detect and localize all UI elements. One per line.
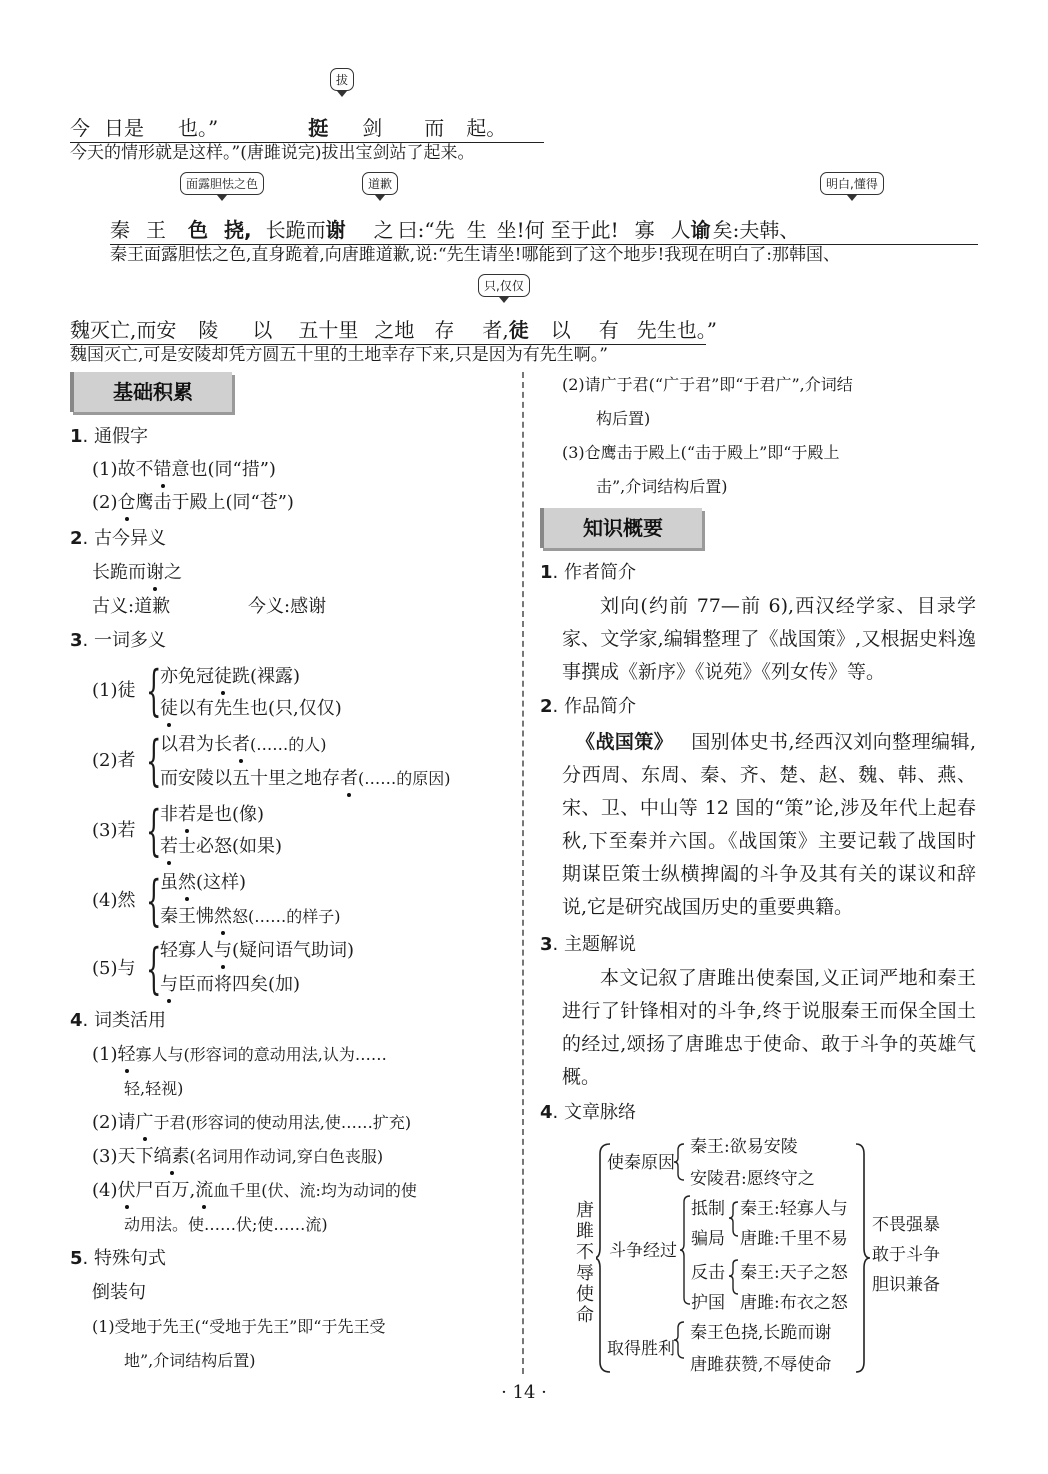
item-heading — [70, 1008, 166, 1034]
text: 古义:道歉 — [92, 596, 171, 617]
item-heading — [70, 424, 148, 450]
text: (这样) — [196, 872, 247, 893]
original-segment: 日是 — [104, 116, 144, 140]
item-heading — [540, 694, 636, 720]
text: 长跪而 — [92, 562, 146, 583]
text: (3)天下 — [92, 1146, 154, 1167]
item-heading — [70, 628, 166, 654]
outline-branch: 斗争经过 — [609, 1241, 677, 1261]
text: 士必怒(如果) — [178, 836, 283, 857]
item-title: . 通假字 — [82, 426, 148, 447]
author-paragraph: 刘向(约前 77—前 6),西汉经学家、目录学家、文学家,编辑整理了《战国策》,又根据史料逸事撰成《新序》《说苑》《列女传》等。 — [562, 595, 976, 683]
keyword: 色 — [188, 218, 208, 242]
text: 击”,介词结构后置) — [596, 477, 728, 496]
text: (2)请 — [92, 1112, 136, 1133]
item-number: 1 — [540, 562, 553, 583]
item-heading — [540, 560, 636, 586]
text: 国别体史书,经西汉刘向整理编辑,分西周、东周、秦、齐、楚、赵、魏、韩、燕、宋、卫、中山等 12 国的“策”论,涉及年代上起春秋,下至秦并六国。《战国策》主要记载了战国时期谋臣策士纵横捭阖的斗争及其有关的谋议和辞说,它是研究战国历史的重要典籍。 — [562, 731, 976, 918]
outline-branch: 使秦原因 — [607, 1153, 675, 1173]
text: (1)受地于先王(“受地于先王”即“于先王受 — [92, 1317, 386, 1336]
list-item — [92, 1178, 417, 1204]
text: 秦王怫 — [160, 906, 214, 927]
original-segment: 也。” — [178, 116, 219, 140]
item-title: . 一词多义 — [82, 630, 166, 651]
keyword: 挺 — [308, 116, 329, 140]
list-item-continued — [124, 1348, 256, 1374]
text: 鹰击于殿上(同“苍”) — [135, 492, 294, 513]
outline-sub: 骗局 — [691, 1229, 725, 1249]
text: (2) — [92, 492, 118, 513]
dotted-word: 伏 — [118, 1178, 136, 1204]
original-segment: 曰:“先 — [397, 218, 455, 242]
item-number: 2 — [540, 696, 553, 717]
outline-brace-summary — [856, 1144, 870, 1372]
list-item — [160, 664, 300, 690]
brace: { — [146, 869, 162, 932]
outline-branch: 取得胜利 — [607, 1339, 675, 1359]
outline-sub: 抵制 — [691, 1199, 725, 1219]
original-segment: 今 — [70, 116, 90, 140]
outline-root: 唐雎不辱使命 — [576, 1200, 594, 1326]
annotation-bubble: 面露胆怯之色 — [180, 172, 264, 195]
item-number: 3 — [540, 934, 553, 955]
original-segment: 起。 — [466, 116, 507, 140]
outline-leaf: 秦王:天子之怒 — [740, 1263, 848, 1283]
original-segment: 以 — [252, 318, 273, 342]
brace: { — [146, 659, 162, 722]
outline-summary: 不畏强暴 — [872, 1215, 940, 1235]
text: (名词用作动词,穿白色丧服) — [189, 1147, 384, 1166]
text: 轻,轻视) — [124, 1079, 184, 1098]
list-item — [92, 594, 170, 620]
group-label: (1)徒 — [92, 680, 136, 701]
text: 意也(同“措”) — [171, 459, 276, 480]
text: 跣(裸露) — [232, 666, 301, 687]
item-number: 2 — [70, 528, 83, 549]
outline-leaf: 唐雎:布衣之怒 — [740, 1293, 848, 1313]
translation-line: 今天的情形就是这样。”(唐雎说完)拔出宝剑站了起来。 — [70, 143, 475, 163]
original-segment: 长跪而 — [265, 218, 326, 242]
text: 血千里(伏、流:均为动词的使 — [213, 1181, 417, 1200]
dotted-word: 者 — [232, 732, 250, 758]
original-segment: 先生也。” — [636, 318, 717, 342]
item-number: 1 — [70, 426, 83, 447]
text: (3)仓鹰击于殿上(“击于殿上”即“于殿上 — [562, 443, 840, 462]
text: 于君(形容词的使动用法,使……扩充) — [153, 1113, 412, 1132]
list-item — [562, 440, 839, 466]
dotted-word: 然 — [214, 904, 232, 930]
list-item — [92, 1042, 387, 1068]
outline-brace — [729, 1260, 738, 1294]
annotation-bubble: 明白,懂得 — [820, 172, 884, 195]
text: (2)请广于君(“广于君”即“于君广”,介词结 — [562, 375, 853, 394]
list-item — [92, 560, 182, 586]
annotation-bubble: 道歉 — [362, 172, 398, 195]
item-title: . 古今异义 — [82, 528, 166, 549]
group-label: (2)者 — [92, 750, 136, 771]
outline-leaf: 唐雎:千里不易 — [740, 1229, 848, 1249]
original-segment: 至于此! — [550, 218, 619, 242]
text: 尸百万, — [135, 1180, 196, 1201]
outline-brace — [680, 1196, 690, 1304]
original-segment: 剑 — [362, 116, 383, 140]
text: (……的原因) — [358, 769, 451, 788]
dotted-word: 若 — [160, 834, 178, 860]
dotted-word: 缟素 — [154, 1144, 190, 1170]
group-label: (4)然 — [92, 890, 136, 911]
dotted-word: 与 — [214, 938, 232, 964]
dotted-word: 错 — [154, 457, 172, 483]
list-item — [160, 834, 282, 860]
section-heading: 知识概要 — [540, 508, 702, 548]
item-heading — [540, 932, 636, 958]
list-item — [92, 1110, 411, 1136]
list-item — [160, 732, 327, 758]
text: 而安陵以五十里之地存 — [160, 768, 340, 789]
translation-line: 魏国灭亡,可是安陵却凭方圆五十里的土地幸存下来,只是因为有先生啊。” — [70, 345, 608, 365]
text: 是也(像) — [196, 804, 265, 825]
item-title: . 特殊句式 — [82, 1248, 166, 1269]
item-heading — [70, 1246, 166, 1272]
list-item — [160, 766, 451, 792]
brace: { — [146, 799, 162, 862]
text: 以君为长 — [160, 734, 232, 755]
original-segment: 五十里 — [298, 318, 359, 342]
sub-heading: 倒装句 — [92, 1282, 146, 1303]
text: 非 — [160, 804, 178, 825]
dotted-word: 徒 — [160, 696, 178, 722]
brace: { — [146, 937, 162, 1000]
original-segment: 王 — [146, 218, 166, 242]
item-title: . 词类活用 — [82, 1010, 166, 1031]
outline-leaf: 秦王:轻寡人与 — [740, 1199, 848, 1219]
list-item — [160, 972, 300, 998]
outline-leaf: 唐雎获赞,不辱使命 — [690, 1355, 832, 1375]
outline-leaf: 秦王色挠,长跪而谢 — [690, 1323, 832, 1343]
dotted-word: 广 — [136, 1110, 154, 1136]
annotation-bubble: 只,仅仅 — [478, 274, 530, 297]
text: 亦免冠 — [160, 666, 214, 687]
column-divider — [522, 372, 524, 1374]
item-title: . 主题解说 — [552, 934, 636, 955]
original-segment: 陵 — [198, 318, 219, 342]
original-segment: 之 — [373, 218, 394, 242]
list-item — [92, 1314, 385, 1340]
dotted-word: 徒 — [214, 664, 232, 690]
text: 构后置) — [596, 409, 651, 428]
list-item-continued — [124, 1212, 328, 1238]
list-item — [160, 696, 342, 722]
original-segment: 矣:夫韩、 — [712, 218, 800, 242]
item-number: 3 — [70, 630, 83, 651]
list-item — [160, 802, 264, 828]
list-item — [92, 1144, 383, 1170]
text: 虽 — [160, 872, 178, 893]
outline-brace — [674, 1144, 684, 1180]
original-segment: 生 — [466, 218, 487, 242]
text: (疑问语气助词) — [232, 940, 355, 961]
dotted-word: 者 — [340, 766, 358, 792]
keyword: 挠, — [224, 218, 252, 242]
work-paragraph — [562, 726, 976, 924]
list-item — [160, 938, 354, 964]
list-item-continued — [596, 474, 728, 500]
text: 今义:感谢 — [248, 596, 327, 617]
dotted-word: 若 — [178, 802, 196, 828]
text: 寡人与(形容词的意动用法,认为…… — [135, 1045, 387, 1064]
original-segment: 者, — [482, 318, 509, 342]
text: 怒(……的样子) — [232, 907, 341, 926]
dotted-word: 轻 — [118, 1042, 136, 1068]
text: (1) — [92, 1044, 118, 1065]
keyword: 徒 — [508, 318, 529, 342]
outline-brace — [729, 1202, 738, 1236]
item-title: . 作者简介 — [552, 562, 636, 583]
item-number: 4 — [540, 1102, 553, 1123]
list-item — [160, 904, 341, 930]
item-number: 4 — [70, 1010, 83, 1031]
group-label: (3)若 — [92, 820, 136, 841]
list-item — [160, 870, 246, 896]
book-title: 《战国策》 — [576, 731, 674, 753]
theme-paragraph: 本文记叙了唐雎出使秦国,义正词严地和秦王进行了针锋相对的斗争,终于说服秦王而保全国土的经过,颂扬了唐雎忠于使命、敢于斗争的英雄气概。 — [562, 967, 976, 1088]
text: 地”,介词结构后置) — [124, 1351, 256, 1370]
dotted-word: 然 — [178, 870, 196, 896]
original-segment: 魏灭亡,而安 — [70, 318, 177, 342]
page-number: · 14 · — [501, 1382, 547, 1403]
text: (1)故不 — [92, 459, 154, 480]
outline-summary: 敢于斗争 — [872, 1245, 940, 1265]
original-segment: 之地 — [374, 318, 415, 342]
dotted-word: 谢 — [146, 560, 164, 586]
item-title: . 作品简介 — [552, 696, 636, 717]
original-segment: 而 — [424, 116, 445, 140]
outline-sub: 反击 — [691, 1263, 725, 1283]
outline-sub: 护国 — [691, 1293, 725, 1313]
original-segment: 秦 — [110, 218, 130, 242]
item-title: . 文章脉络 — [552, 1102, 636, 1123]
list-item-continued — [124, 1076, 183, 1102]
original-segment: 坐!何 — [496, 218, 545, 242]
list-item-continued — [596, 406, 650, 432]
text: 以有先生也(只,仅仅) — [178, 698, 342, 719]
list-item — [92, 457, 276, 483]
text: 轻寡人 — [160, 940, 214, 961]
list-item — [92, 490, 294, 516]
group-label: (5)与 — [92, 958, 136, 979]
text: (……的人) — [250, 735, 327, 754]
outline-leaf: 秦王:欲易安陵 — [690, 1137, 798, 1157]
list-item — [248, 594, 326, 620]
section-heading: 基础积累 — [70, 372, 232, 412]
text: 之 — [164, 562, 182, 583]
outline-brace — [674, 1322, 684, 1358]
original-segment: 有 — [598, 318, 619, 342]
original-segment: 人 — [670, 218, 691, 242]
dotted-word: 与 — [160, 972, 178, 998]
outline-summary: 胆识兼备 — [872, 1275, 940, 1295]
dotted-word: 流 — [195, 1178, 213, 1204]
dotted-word: 仓 — [118, 490, 136, 516]
original-segment: 存 — [434, 318, 455, 342]
list-item — [562, 372, 853, 398]
translation-line: 秦王面露胆怯之色,直身跪着,向唐雎道歉,说:“先生请坐!哪能到了这个地步!我现在明白了:那韩国、 — [110, 245, 841, 265]
text: (4) — [92, 1180, 118, 1201]
keyword: 谢 — [325, 218, 346, 242]
item-heading — [540, 1100, 636, 1126]
original-segment: 寡 — [634, 218, 655, 242]
keyword: 谕 — [690, 218, 711, 242]
annotation-bubble: 拔 — [330, 68, 354, 91]
outline-leaf: 安陵君:愿终守之 — [690, 1169, 815, 1189]
text: 动用法。使……伏;使……流) — [124, 1215, 328, 1234]
item-number: 5 — [70, 1248, 83, 1269]
brace: { — [146, 729, 162, 792]
text: 臣而将四矣(加) — [178, 974, 301, 995]
item-heading — [70, 526, 166, 552]
original-segment: 以 — [550, 318, 571, 342]
